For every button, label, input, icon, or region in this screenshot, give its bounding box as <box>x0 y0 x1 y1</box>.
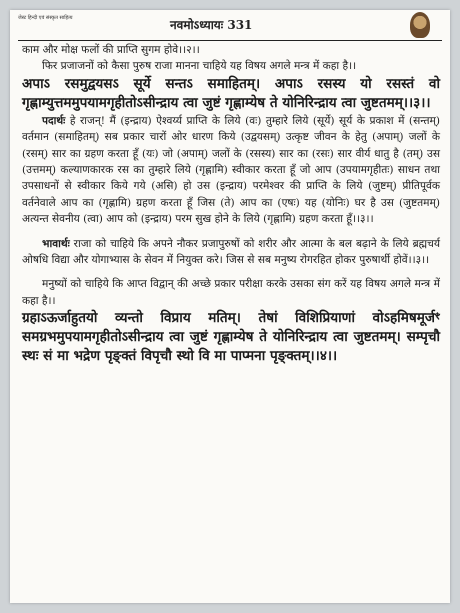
book-page <box>10 10 450 603</box>
bhavartha-paragraph <box>22 236 440 269</box>
author-portrait-image <box>410 12 430 38</box>
mantra-verse-3: अपाऽ रसमुद्वयसऽ सूर्ये सन्तऽ समाहितम्। अपाऽ रसस्य यो रसस्तं वो गृह्णाम्युत्तममुपयामगृहीतोऽसीन्द्राय त्वा जुष्टं गृह्णाम्येष ते योनिरिन्द्राय त्वा जुष्टतमम्।।३।। <box>22 75 440 111</box>
mantra-verse-4: ग्रहाऽऊर्जाहुतयो व्यन्तो विप्राय मतिम्। तेषां विशिप्रियाणां वोऽहमिषमूर्जꣳ समग्रभमुपयामगृहीतोऽसीन्द्राय त्वा जुष्टं गृह्णाम्येष ते योनिरिन्द्राय त्वा जुष्टतमम्। सम्पृचौ स्थः सं मा भद्रेण पृङ्क्तं विपृचौ स्थो वि मा पाप्मना पृङ्क्तम्।।४।। <box>22 310 440 365</box>
paragraph-next-intro: मनुष्यों को चाहिये कि आप्त विद्वान् की अच्छे प्रकार परीक्षा करके उसका संग करें यह विषय अगले मन्त्र में कहा है।। <box>22 278 440 307</box>
padartha-label: पदार्थः <box>42 114 66 127</box>
publisher-logo: जेस्ट हिन्दी एवं संस्कृत साहित्य <box>18 15 73 21</box>
paragraph-intro: फिर प्रजाजनों को कैसा पुरुष राजा मानना चाहिये यह विषय अगले मन्त्र में कहा है।। <box>42 60 357 73</box>
padartha-paragraph <box>22 113 440 228</box>
page-title: नवमोऽध्यायः 331 <box>170 18 253 32</box>
bhavartha-label: भावार्थः <box>42 237 70 250</box>
page-content <box>22 42 440 366</box>
header-divider <box>18 40 442 41</box>
padartha-text: हे राजन्! मैं (इन्द्राय) ऐश्वर्य्य प्राप्ति के लिये (वः) तुम्हारे लिये (सूर्ये) सूर्य के प्रकाश में (सन्तम्) वर्तमान (समाहितम्) सब प्रकार चारों ओर धारण किये (उद्वयसम्) उत्कृष्ट जीवन के हेतु (अपाम्) जलों के (रसम्) सार का ग्रहण करता हूँ (यः) जो (अपाम्) जलों के (रसस्य) सार का (रसः) सार वीर्य धातु है (तम्) उस (उत्तमम्) कल्याणकारक रस का तुम्हारे लिये (गृह्णामि) स्वीकार करता हूँ जो आप (उपयामगृहीतः) साधन तथा उपसाधनों से स्वीकार किये गये (असि) हो उस (इन्द्राय) परमेश्वर की प्राप्ति के लिये (जुष्टम्) प्रीतिपूर्वक वर्तनेवाले आप का (गृह्णामि) ग्रहण करता हूँ जिस (ते) आप का (एषः) यह (योनिः) घर है उस (जुष्टतमम्) अत्यन्त सेवनीय (त्वा) आप को (इन्द्राय) परम सुख होने के लिये (गृह्णामि) ग्रहण करता हूँ।।३।। <box>22 114 440 226</box>
bhavartha-text: राजा को चाहिये कि अपने नौकर प्रजापुरुषों को शरीर और आत्मा के बल बढ़ाने के लिये ब्रह्मचर्य ओषधि विद्या और योगाभ्यास के सेवन में नियुक्त करे। जिस से सब मनुष्य रोगरहित होकर पुरुषार्थी होवें।।३।। <box>22 237 440 267</box>
paragraph-end-previous: काम और मोक्ष फलों की प्राप्ति सुगम होवे।।२।। <box>22 44 200 56</box>
